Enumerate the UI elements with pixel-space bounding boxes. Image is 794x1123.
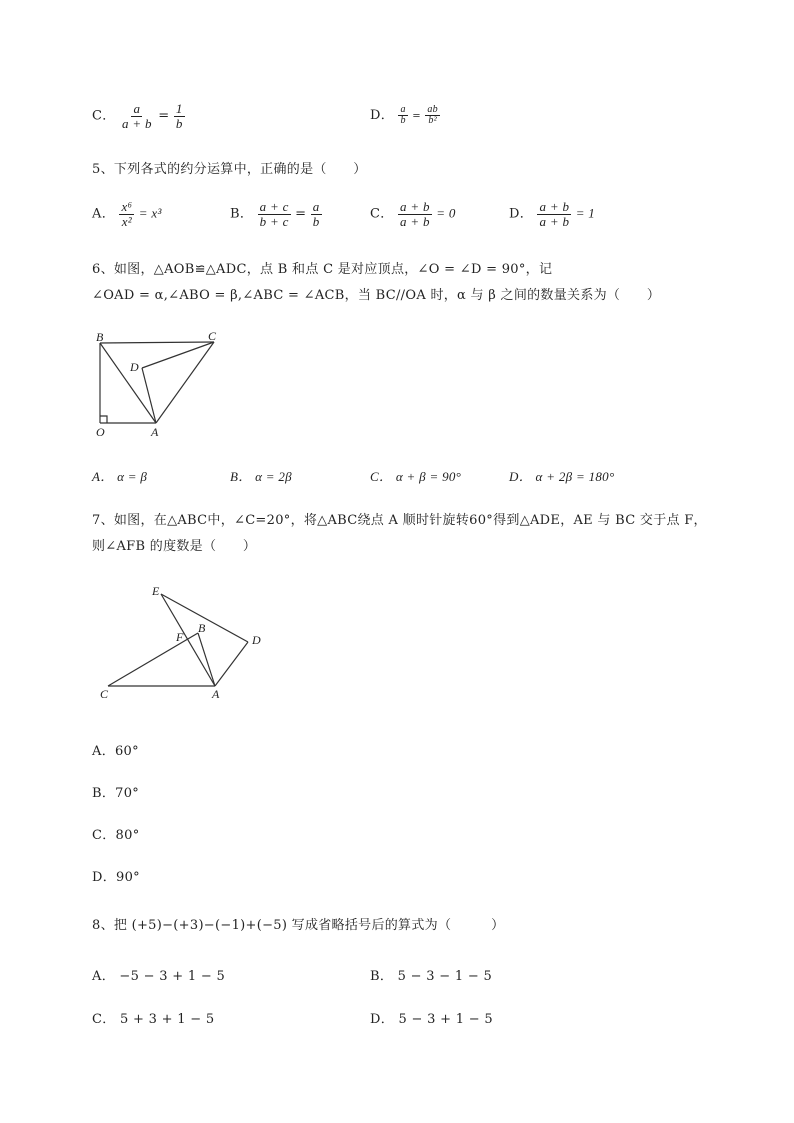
q4-option-c[interactable]: C． $\frac{a}{a + b}$ = $\frac{1}{b}$ [92, 101, 183, 131]
segment-ea [161, 594, 215, 686]
q8-stem: 8、把 (+5)−(+3)−(−1)+(−5) 写成省略括号后的算式为（ ） [92, 918, 505, 933]
option-label: C． [92, 108, 116, 124]
q6-stem-line1: 6、如图，△AOB≌△ADC，点 B 和点 C 是对应顶点，∠O = ∠D = 90°，记 [92, 262, 553, 277]
label-c: C [208, 329, 217, 343]
q7-option-c[interactable]: C．80° [92, 828, 140, 843]
q8-option-d[interactable]: D． 5 − 3 + 1 − 5 [370, 1012, 493, 1027]
q5-option-d[interactable]: D． $\frac{a + b}{a + b}$ = 1 [509, 199, 596, 229]
right-angle-mark [100, 416, 107, 423]
fraction: $\frac{a}{b}$ [400, 103, 406, 126]
label-c: C [100, 687, 109, 701]
q6-option-a[interactable]: A． α = β [92, 469, 148, 484]
q5-option-c[interactable]: C． $\frac{a + b}{a + b}$ = 0 [370, 199, 456, 229]
segment-da [215, 642, 248, 686]
label-b: B [96, 330, 104, 344]
q6-option-c[interactable]: C． α + β = 90° [370, 469, 462, 484]
q7-option-d[interactable]: D．90° [92, 870, 140, 885]
label-o: O [96, 425, 105, 439]
q5-option-b[interactable]: B． $\frac{a + c}{b + c}$ = $\frac{a}{b}$ [230, 199, 320, 229]
q7-option-a[interactable]: A．60° [92, 744, 139, 759]
q5-stem: 5、下列各式的约分运算中，正确的是（ ） [92, 162, 367, 177]
q6-figure [90, 328, 230, 440]
q6-option-d[interactable]: D． α + 2β = 180° [509, 469, 615, 484]
label-b: B [198, 621, 206, 635]
fraction: $\frac{a + b}{a + b}$ [539, 199, 570, 229]
segment-da [142, 368, 156, 423]
label-e: E [152, 584, 160, 598]
q7-stem-line1: 7、如图，在△ABC中，∠C=20°，将△ABC绕点 A 顺时针旋转60°得到△ADE，AE 与 BC 交于点 F， [92, 513, 707, 528]
option-label: D． [370, 108, 395, 123]
label-f: F [176, 630, 184, 644]
fraction: $\frac{a}{b}$ [312, 199, 320, 229]
q6-option-b[interactable]: B． α = 2β [230, 469, 292, 484]
segment-bc [100, 342, 214, 343]
q5-option-a[interactable]: A． $\frac{\text{x⁶}}{\text{x²}}$ = x³ [92, 199, 162, 229]
label-d: D [130, 360, 139, 374]
fraction: $\frac{1}{b}$ [175, 101, 183, 131]
q7-stem-line2: 则∠AFB 的度数是（ ） [92, 539, 257, 554]
segment-cd [142, 342, 214, 368]
label-a: A [212, 687, 220, 701]
fraction: $\frac{\text{x⁶}}{\text{x²}}$ [121, 199, 133, 229]
q7-option-b[interactable]: B．70° [92, 786, 140, 801]
q8-option-b[interactable]: B． 5 − 3 − 1 − 5 [370, 969, 493, 984]
segment-ba [100, 343, 156, 423]
q8-option-c[interactable]: C． 5 + 3 + 1 − 5 [92, 1012, 215, 1027]
fraction: $\frac{a + c}{b + c}$ [259, 199, 289, 229]
q8-option-a[interactable]: A． −5 − 3 + 1 − 5 [92, 969, 226, 984]
fraction: $\frac{a + b}{a + b}$ [399, 199, 430, 229]
segment-cb [108, 633, 198, 686]
fraction: $\frac{ab}{\text{b²}}$ [427, 103, 438, 126]
q7-figure [94, 580, 270, 702]
fraction: $\frac{a}{a + b}$ [121, 101, 152, 131]
segment-ba [198, 633, 215, 686]
label-a: A [151, 425, 159, 439]
q6-stem-line2: ∠OAD = α,∠ABO = β,∠ABC = ∠ACB，当 BC//OA 时，α 与 β 之间的数量关系为（ ） [92, 288, 661, 303]
segment-ca [156, 342, 214, 423]
q4-option-d[interactable]: D． $\frac{a}{b}$ = $\frac{ab}{\text{b²}}$ [370, 103, 438, 126]
label-d: D [252, 633, 261, 647]
